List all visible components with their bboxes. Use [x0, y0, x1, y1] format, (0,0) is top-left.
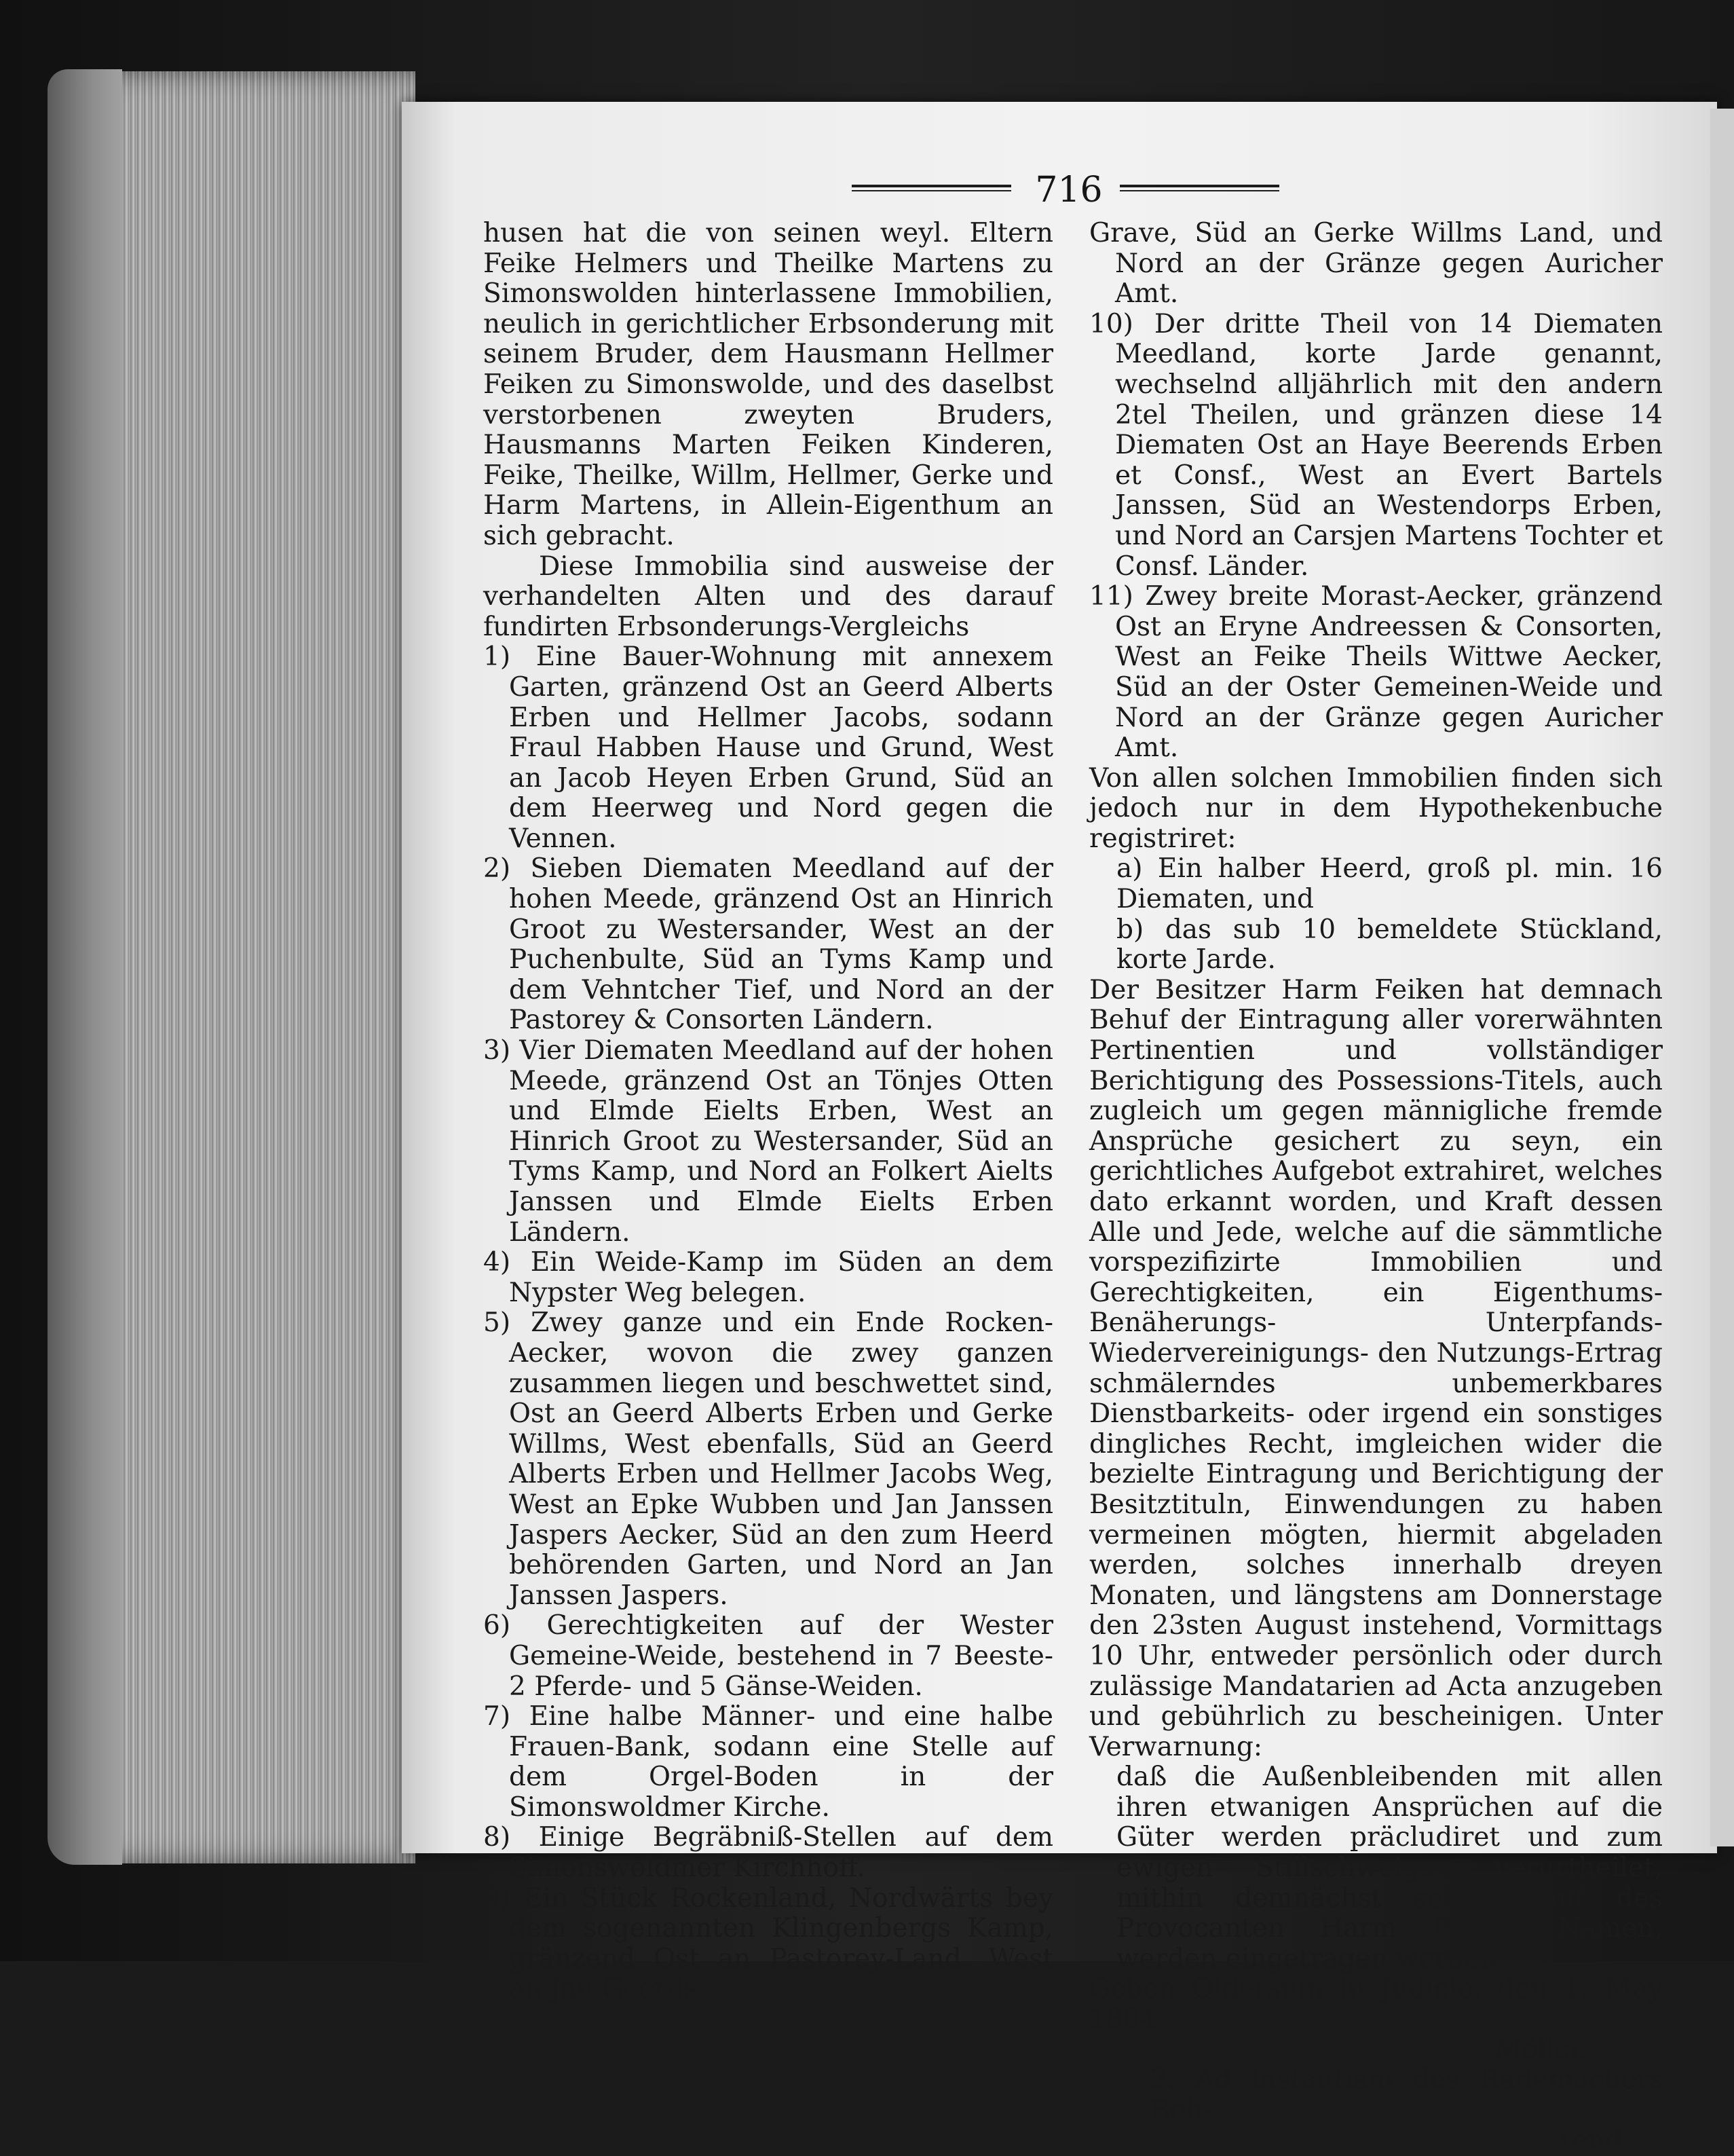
page-right-edge	[1710, 109, 1734, 1846]
left-paragraph: 8) Einige Begräbniß-Stellen auf dem Simonswoldmer Kirchhoff.	[483, 1822, 1053, 1884]
left-paragraph: 3) Vier Diematen Meedland auf der hohen Meede, gränzend Ost an Tönjes Otten und Elmde Eielts Erben, West an Hinrich Groot zu Westersander, Süd an Tyms Kamp, und Nord an Folkert Aielts Janssen und Elmde Eielts Erben Ländern.	[483, 1035, 1053, 1248]
right-paragraph: Der Besitzer Harm Feiken hat demnach Behuf der Eintragung aller vorerwähnten Pertinentien und vollständiger Berichtigung des Possessions-Titels, auch zugleich um gegen männigliche fremde Ansprüche gesichert zu seyn, ein gerichtliches Aufgebot extrahiret, welches dato erkannt worden, und Kraft dessen Alle und Jede, welche auf die sämmtliche vorspezifizirte Immobilien und Gerechtigkeiten, ein Eigenthums- Benäherungs- Unterpfands- Wiedervereinigungs- den Nutzungs-Ertrag schmälerndes unbemerkbares Dienstbarkeits- oder irgend ein sonstiges dingliches Recht, imgleichen wider die bezielte Eintragung und Berichtigung der Besitztituln, Einwendungen zu haben vermeinen mögten, hiermit abgeladen werden, solches innerhalb dreyen Monaten, und längstens am Donnerstage den 23sten August instehend, Vormittags 10 Uhr, entweder persönlich oder durch zulässige Mandatarien ad Acta anzugeben und gebührlich zu bescheinigen. Unter Verwarnung:	[1089, 974, 1663, 1762]
right-paragraph: daß die Außenbleibenden mit allen ihren etwanigen Ansprüchen auf die Güter werden präcludiret und zum ewigen Stillschweigen verurtheilet, mithin demnächst selbige auf des Provocanten Harm Feiken Namen, werden eingetragen werden.	[1116, 1762, 1663, 1974]
right-paragraph: b) das sub 10 bemeldete Stückland, korte Jarde.	[1116, 914, 1663, 975]
left-paragraph: husen hat die von seinen weyl. Eltern Feike Helmers und Theilke Martens zu Simonswolden hinterlassene Immobilien, neulich in gerichtlicher Erbsonderung mit seinem Bruder, dem Hausmann Hellmer Feiken zu Simonswolde, und des daselbst verstorbenen zweyten Bruders, Hausmanns Marten Feiken Kinderen, Feike, Theilke, Willm, Hellmer, Gerke und Harm Martens, in Allein-Eigenthum an sich gebracht.	[483, 218, 1053, 551]
right-paragraph: 10) Der dritte Theil von 14 Diematen Meedland, korte Jarde genannt, wechselnd alljährlich mit den andern 2tel Theilen, und gränzen diese 14 Diematen Ost an Haye Beerends Erben et Consf., West an Evert Bartels Janssen, Süd an Westendorps Erben, und Nord an Carsjen Martens Tochter et Consf. Länder.	[1089, 308, 1663, 582]
left-paragraph: 7) Eine halbe Männer- und eine halbe Frauen-Bank, sodann eine Stelle auf dem Orgel-Boden in der Simonswoldmer Kirche.	[483, 1701, 1053, 1823]
right-paragraph: 2. Ad instantiam des Rademachers Beh-	[1150, 2064, 1663, 2125]
right-paragraph: Möller.	[1494, 2034, 1588, 2065]
page-number: 716	[1035, 170, 1103, 210]
left-text-column	[483, 219, 1053, 2005]
right-paragraph: rend	[1560, 2125, 1622, 2156]
right-text-column	[1089, 219, 1663, 2156]
right-paragraph: Geben Oldersum in Judicio, den 1. May 1804.	[1089, 1973, 1663, 2035]
left-paragraph: 4) Ein Weide-Kamp im Süden an dem Nypster Weg belegen.	[483, 1247, 1053, 1308]
page-header	[852, 170, 1286, 210]
left-paragraph: Diese Immobilia sind ausweise der verhandelten Alten und des darauf fundirten Erbsonderungs-Vergleichs	[483, 551, 1053, 642]
right-paragraph: a) Ein halber Heerd, groß pl. min. 16 Diematen, und	[1116, 853, 1663, 915]
left-paragraph: 6) Gerechtigkeiten auf der Wester Gemeine-Weide, bestehend in 7 Beeste- 2 Pferde- und 5 Gänse-Weiden.	[483, 1610, 1053, 1702]
left-paragraph: 5) Zwey ganze und ein Ende Rocken-Aecker, wovon die zwey ganzen zusammen liegen und beschwettet sind, Ost an Geerd Alberts Erben und Gerke Willms, West ebenfalls, Süd an Geerd Alberts Erben und Hellmer Jacobs Weg, West an Epke Wubben und Jan Janssen Jaspers Aecker, Süd an den zum Heerd behörenden Garten, und Nord an Jan Janssen Jaspers.	[483, 1307, 1053, 1611]
left-paragraph: 9) Ein Stück Rockenland, Nordwärts bey dem sogenannten Klingenbergs Kamp, gränzend Ost an Pastorey-Land, West an Jan Geerds	[483, 1882, 1053, 2005]
left-paragraph: 1) Eine Bauer-Wohnung mit annexem Garten, gränzend Ost an Geerd Alberts Erben und Hellmer Jacobs, sodann Fraul Habben Hause und Grund, West an Jacob Heyen Erben Grund, Süd an dem Heerweg und Nord gegen die Vennen.	[483, 642, 1053, 854]
right-paragraph: Von allen solchen Immobilien finden sich jedoch nur in dem Hypothekenbuche registriret:	[1089, 762, 1663, 854]
left-paragraph: 2) Sieben Diematen Meedland auf der hohen Meede, gränzend Ost an Hinrich Groot zu Westersander, West an der Puchenbulte, Süd an Tyms Kamp und dem Vehntcher Tief, und Nord an der Pastorey & Consorten Ländern.	[483, 853, 1053, 1036]
right-paragraph: Grave, Süd an Gerke Willms Land, und Nord an der Gränze gegen Auricher Amt.	[1089, 218, 1663, 310]
header-rule-right	[1120, 185, 1279, 191]
header-rule-left	[852, 185, 1011, 191]
right-paragraph: 11) Zwey breite Morast-Aecker, gränzend Ost an Eryne Andreessen & Consorten, West an Feike Theils Wittwe Aecker, Süd an der Oster Gemeinen-Weide und Nord an der Gränze gegen Auricher Amt.	[1089, 581, 1663, 764]
book-cover-edge	[48, 69, 122, 1865]
